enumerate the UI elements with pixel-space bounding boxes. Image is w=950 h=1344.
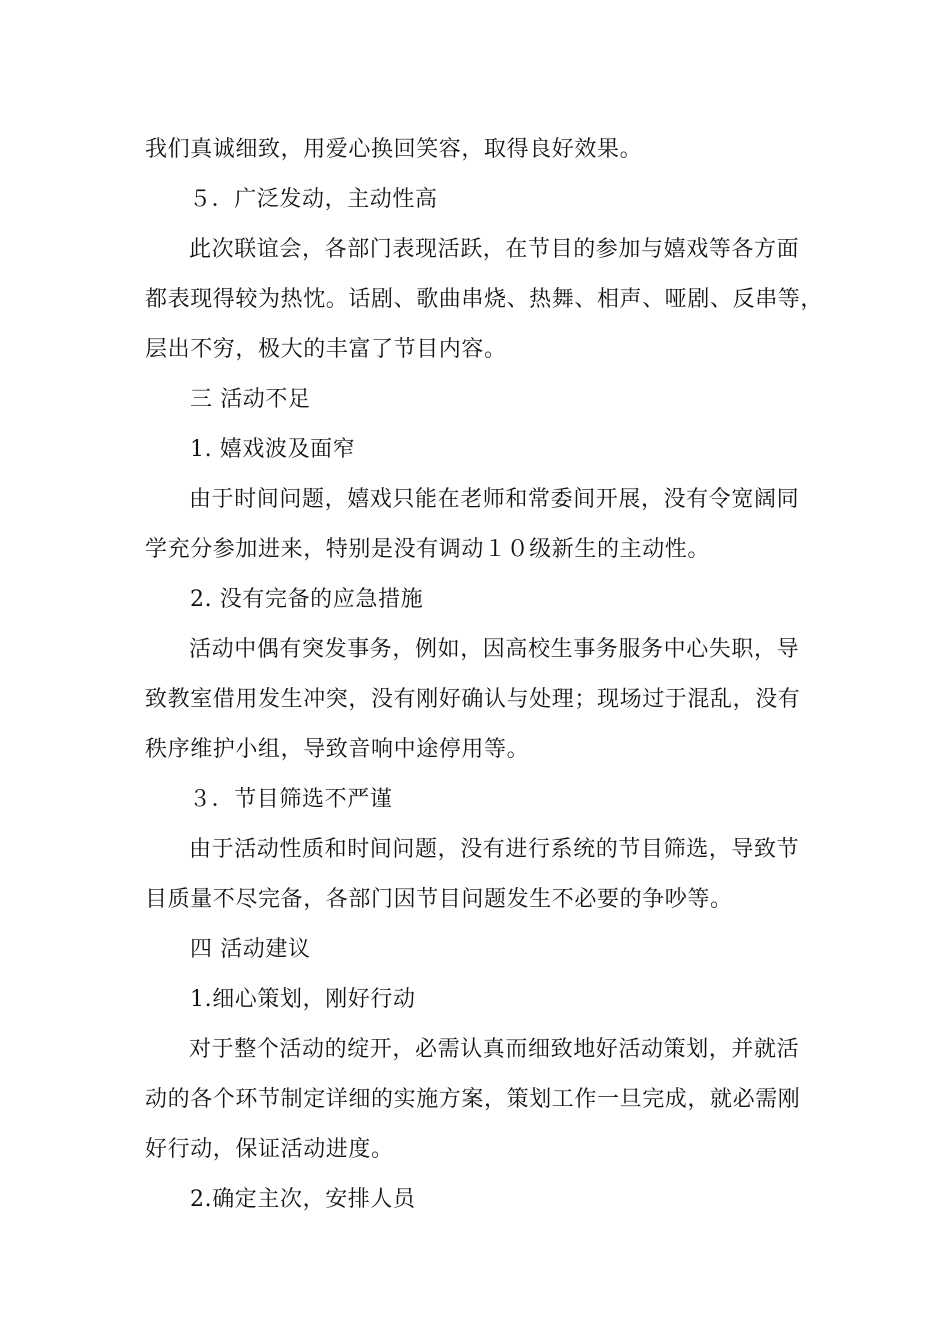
paragraph-line: 对于整个活动的绽开，必需认真而细致地好活动策划，并就活 (189, 1037, 800, 1062)
paragraph-line: 层出不穷，极大的丰富了节目内容。 (145, 337, 507, 362)
paragraph-line: 动的各个环节制定详细的实施方案，策划工作一旦完成，就必需刚 (145, 1087, 801, 1112)
section-heading: ３．节目筛选不严谨 (189, 787, 393, 812)
paragraph-line: 致教室借用发生冲突，没有刚好确认与处理；现场过于混乱，没有 (145, 687, 801, 712)
paragraph-line: 此次联谊会，各部门表现活跃，在节目的参加与嬉戏等各方面 (189, 237, 800, 262)
paragraph-line: 目质量不尽完备，各部门因节目问题发生不必要的争吵等。 (145, 887, 733, 912)
paragraph-line: 好行动，保证活动进度。 (145, 1137, 394, 1162)
paragraph-line: 活动中偶有突发事务，例如，因高校生事务服务中心失职，导 (189, 637, 800, 662)
paragraph-line: 学充分参加进来，特别是没有调动１０级新生的主动性。 (145, 537, 711, 562)
paragraph-line: 由于时间问题，嬉戏只能在老师和常委间开展，没有令宽阔同 (189, 487, 800, 512)
section-heading: ５．广泛发动，主动性高 (189, 187, 438, 212)
paragraph-line: 我们真诚细致，用爱心换回笑容，取得良好效果。 (145, 137, 643, 162)
section-heading: 1.细心策划，刚好行动 (190, 987, 416, 1012)
paragraph-line: 都表现得较为热忱。话剧、歌曲串烧、热舞、相声、哑剧、反串等， (145, 287, 824, 312)
paragraph-line: 秩序维护小组，导致音响中途停用等。 (145, 737, 530, 762)
section-heading: 2. 没有完备的应急措施 (190, 587, 424, 612)
section-heading: 三 活动不足 (190, 387, 311, 412)
paragraph-line: 由于活动性质和时间问题，没有进行系统的节目筛选，导致节 (189, 837, 800, 862)
section-heading: 四 活动建议 (190, 937, 311, 962)
section-heading: 1. 嬉戏波及面窄 (190, 437, 356, 462)
section-heading: 2.确定主次，安排人员 (190, 1187, 416, 1212)
